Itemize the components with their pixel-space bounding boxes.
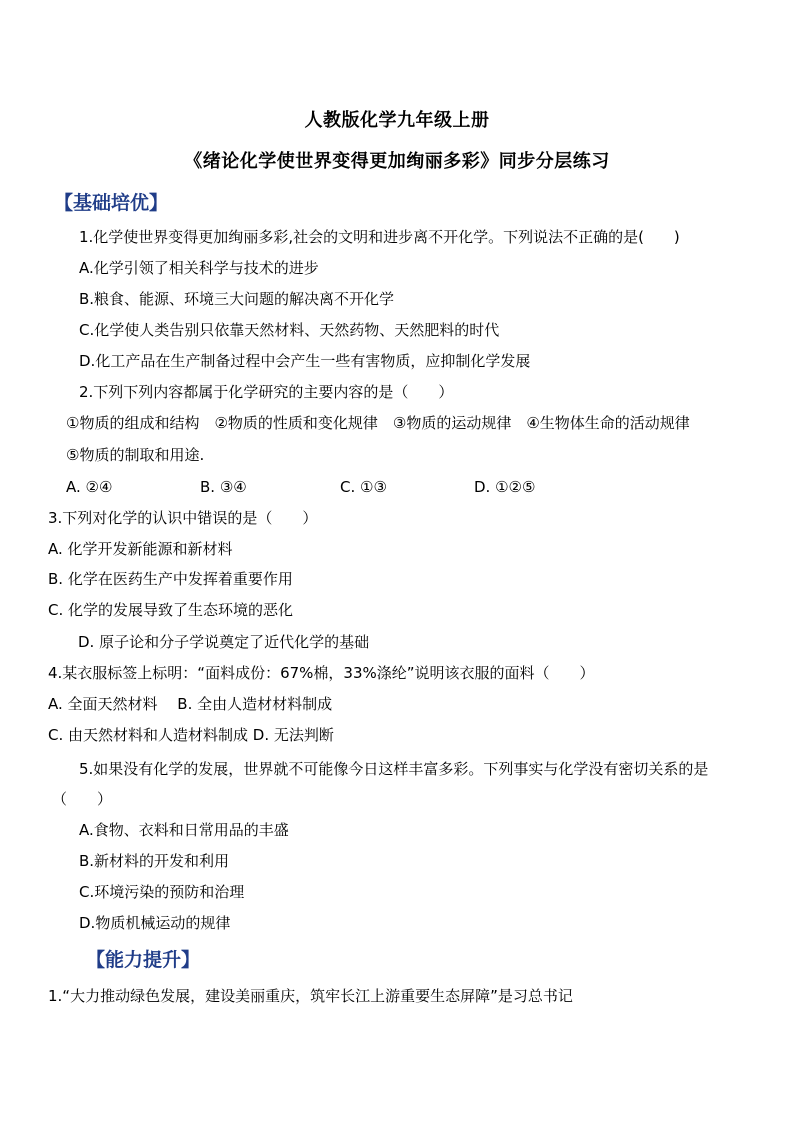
question-2-option-d: D. ①②⑤ [474,478,536,496]
question-3-option-c: C. 化学的发展导致了生态环境的恶化 [48,601,294,619]
question-4-stem: 4.某衣服标签上标明：“面料成份：67%棉，33%涤纶”说明该衣服的面料（ ） [48,664,595,682]
question-5-option-c: C.环境污染的预防和治理 [79,883,245,901]
question-1-option-c: C.化学使人类告别只依靠天然材料、天然药物、天然肥料的时代 [79,321,500,339]
question-5-stem: 5.如果没有化学的发展，世界就不可能像今日这样丰富多彩。下列事实与化学没有密切关系的是 [79,760,709,778]
page-subtitle: 《绪论化学使世界变得更加绚丽多彩》同步分层练习 [184,151,610,172]
advanced-question-1-stem: 1.“大力推动绿色发展，建设美丽重庆，筑牢长江上游重要生态屏障”是习总书记 [48,987,573,1005]
question-1-stem: 1.化学使世界变得更加绚丽多彩,社会的文明和进步离不开化学。下列说法不正确的是( ) [79,228,680,246]
question-4-options-line2: C. 由天然材料和人造材料制成 D. 无法判断 [48,726,334,744]
section-heading-advanced: 【能力提升】 [86,949,201,971]
question-3-option-a: A. 化学开发新能源和新材料 [48,540,233,558]
question-1-option-d: D.化工产品在生产制备过程中会产生一些有害物质，应抑制化学发展 [79,352,531,370]
question-5-option-a: A.食物、衣料和日常用品的丰盛 [79,821,289,839]
question-2-items-line1: ①物质的组成和结构 ②物质的性质和变化规律 ③物质的运动规律 ④生物体生命的活动规律 [66,414,690,432]
question-2-stem: 2.下列下列内容都属于化学研究的主要内容的是（ ） [79,383,454,401]
question-2-option-b: B. ③④ [200,478,247,496]
question-2-option-a: A. ②④ [66,478,113,496]
question-3-option-d: D. 原子论和分子学说奠定了近代化学的基础 [78,633,370,651]
question-1-option-a: A.化学引领了相关科学与技术的进步 [79,259,319,277]
page-title: 人教版化学九年级上册 [304,110,490,131]
question-3-stem: 3.下列对化学的认识中错误的是（ ） [48,509,318,527]
question-3-option-b: B. 化学在医药生产中发挥着重要作用 [48,570,293,588]
question-1-option-b: B.粮食、能源、环境三大问题的解决离不开化学 [79,290,395,308]
section-heading-basic: 【基础培优】 [54,192,169,214]
question-4-options-line1: A. 全面天然材料 B. 全由人造材材料制成 [48,695,333,713]
question-5-option-b: B.新材料的开发和利用 [79,852,230,870]
question-2-items-line2: ⑤物质的制取和用途. [66,446,205,464]
question-5-stem-cont: （ ） [52,790,113,808]
question-2-option-c: C. ①③ [340,478,387,496]
question-5-option-d: D.物质机械运动的规律 [79,914,231,932]
